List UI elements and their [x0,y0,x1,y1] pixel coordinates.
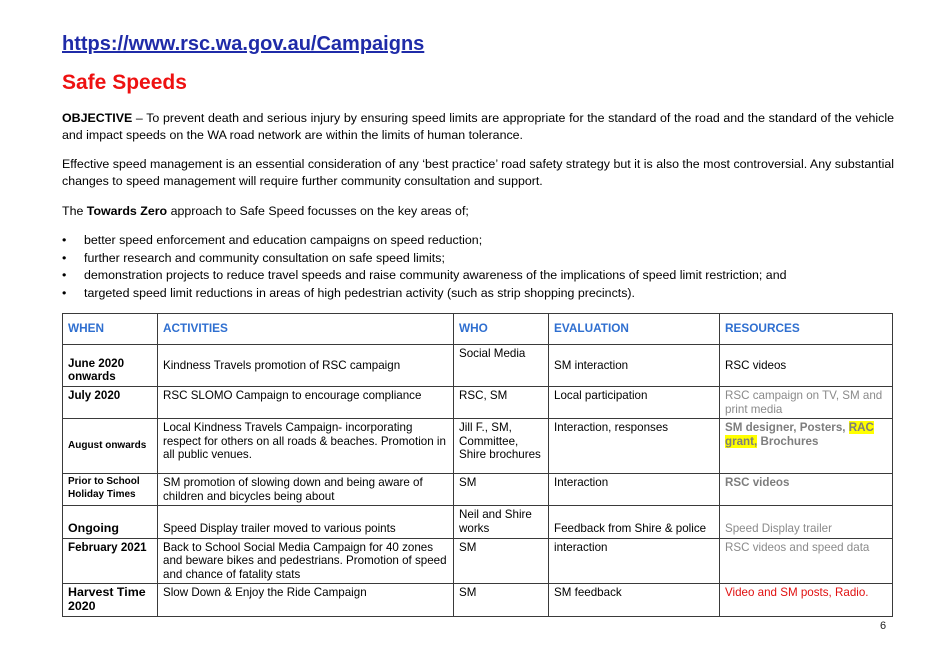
cell-activities: Speed Display trailer moved to various points [158,506,454,538]
cell-evaluation: SM interaction [549,345,720,387]
cell-evaluation: Local participation [549,387,720,419]
cell-when: August onwards [63,419,158,474]
header-who: WHO [454,314,549,345]
cell-when: Ongoing [63,506,158,538]
intro-after: approach to Safe Speed focusses on the key areas of; [167,204,469,218]
cell-resources: RSC videos [720,474,893,506]
cell-activities: RSC SLOMO Campaign to encourage compliance [158,387,454,419]
cell-who: Jill F., SM, Committee, Shire brochures [454,419,549,474]
cell-when: July 2020 [63,387,158,419]
campaigns-link[interactable]: https://www.rsc.wa.gov.au/Campaigns [62,33,425,55]
cell-who: SM [454,474,549,506]
cell-resources: Video and SM posts, Radio. [720,584,893,616]
cell-evaluation: SM feedback [549,584,720,616]
cell-activities: Slow Down & Enjoy the Ride Campaign [158,584,454,616]
cell-who: SM [454,584,549,616]
table-row [63,474,893,506]
cell-who: RSC, SM [454,387,549,419]
table-row [63,345,893,387]
table-row [63,419,893,474]
cell-activities: Local Kindness Travels Campaign- incorporating respect for others on all roads & beaches. Promotion in all public venues. [158,419,454,474]
cell-when: Harvest Time 2020 [63,584,158,616]
safe-speeds-action-table [62,313,893,617]
resources-text: SM designer, Posters, [725,421,849,435]
table-row [63,506,893,538]
cell-resources: Speed Display trailer [720,506,893,538]
table-row [63,584,893,616]
cell-when: Prior to School Holiday Times [63,474,158,506]
table-row [63,387,893,419]
header-when: WHEN [63,314,158,345]
cell-activities: Back to School Social Media Campaign for 40 zones and beware bikes and pedestrians. Promotion of speed and chance of fatality stats [158,538,454,584]
page-title: Safe Speeds [62,71,187,94]
objective-label: OBJECTIVE [62,111,133,125]
cell-activities: SM promotion of slowing down and being aware of children and bicycles being about [158,474,454,506]
cell-evaluation: interaction [549,538,720,584]
cell-resources: RSC campaign on TV, SM and print media [720,387,893,419]
intro-before: The [62,204,87,218]
page-number: 6 [880,620,887,632]
header-activities: ACTIVITIES [158,314,454,345]
objective-paragraph [62,110,894,144]
key-areas-list [62,232,786,302]
towards-zero-intro [62,203,894,220]
cell-evaluation: Interaction, responses [549,419,720,474]
cell-when: February 2021 [63,538,158,584]
cell-when: June 2020 onwards [63,345,158,387]
cell-activities: Kindness Travels promotion of RSC campaign [158,345,454,387]
list-item: • better speed enforcement and education campaigns on speed reduction; [62,232,786,250]
table-row [63,538,893,584]
header-evaluation: EVALUATION [549,314,720,345]
list-item: • further research and community consultation on safe speed limits; [62,250,786,268]
cell-who: Social Media [454,345,549,387]
list-item: • demonstration projects to reduce travel speeds and raise community awareness of the implications of speed limit restriction; and [62,267,786,285]
speed-management-paragraph: Effective speed management is an essential consideration of any ‘best practice’ road safety strategy but it is also the most controversial. Any substantial changes to speed management will require further community consultation and support. [62,157,894,188]
cell-who: Neil and Shire works [454,506,549,538]
cell-resources: RSC videos [720,345,893,387]
header-resources: RESOURCES [720,314,893,345]
list-item: • targeted speed limit reductions in areas of high pedestrian activity (such as strip shopping precincts). [62,285,786,303]
highlighted-text: grant, [725,434,758,448]
highlighted-text: RAC [848,421,874,435]
cell-evaluation: Interaction [549,474,720,506]
cell-who: SM [454,538,549,584]
cell-evaluation: Feedback from Shire & police [549,506,720,538]
towards-zero-label: Towards Zero [86,204,168,218]
cell-resources: RSC videos and speed data [720,538,893,584]
table-header-row [63,314,893,345]
cell-resources [720,419,893,474]
objective-text: – To prevent death and serious injury by ensuring speed limits are appropriate for the standard of the road and the standard of the vehicle and impact speeds on the WA road network are within the limits of human tolerance. [62,111,894,142]
resources-text: Brochures [757,434,819,448]
